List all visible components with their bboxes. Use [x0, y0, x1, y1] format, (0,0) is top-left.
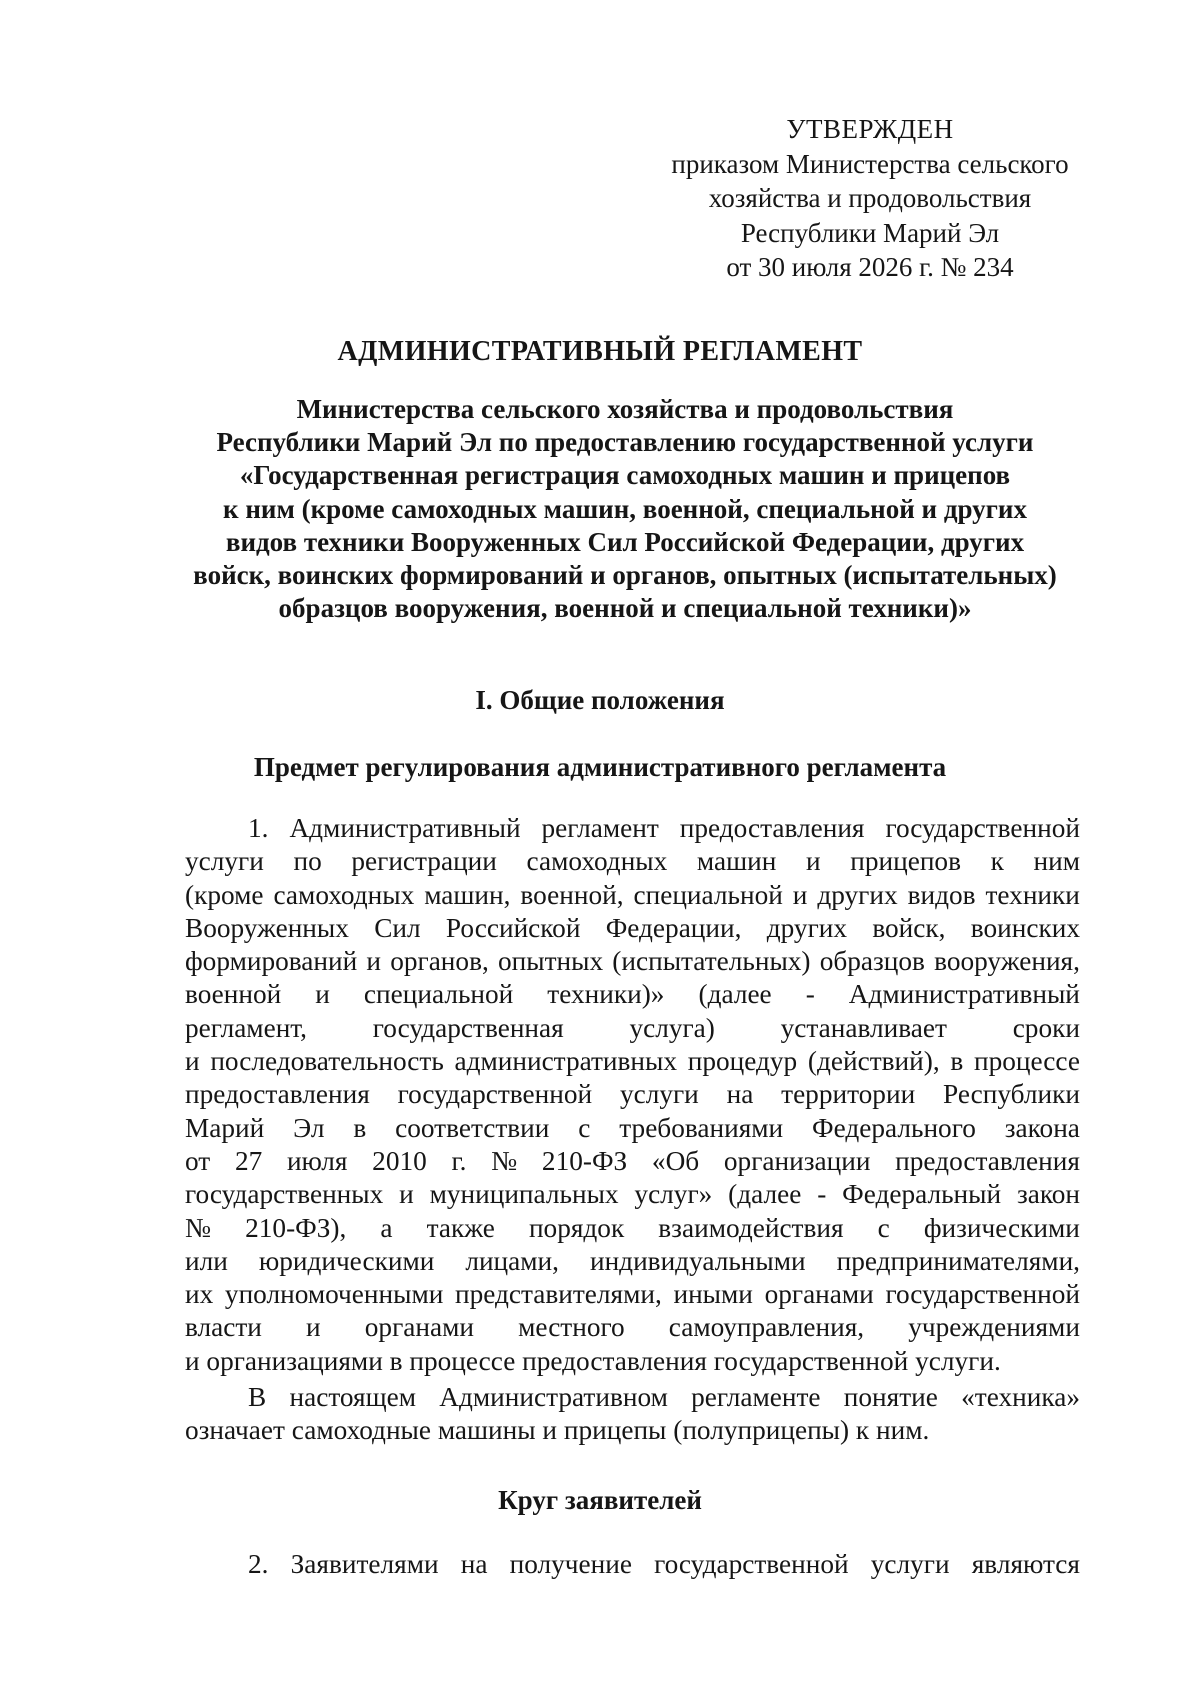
- paragraph-line: № 210-ФЗ), а также порядок взаимодействия с физическими: [185, 1212, 1080, 1243]
- paragraph-line: регламент, государственная услуга) устанавливает сроки: [185, 1012, 1080, 1043]
- paragraph-line: или юридическими лицами, индивидуальными предпринимателями,: [185, 1245, 1080, 1276]
- section-heading-applicants: Круг заявителей: [498, 1485, 702, 1515]
- paragraph-line: государственных и муниципальных услуг» (далее - Федеральный закон: [185, 1179, 1080, 1210]
- paragraph-line: формирований и органов, опытных (испытательных) образцов вооружения,: [185, 946, 1080, 977]
- approval-heading: УТВЕРЖДЕН: [786, 114, 954, 144]
- approval-line: от 30 июля 2026 г. № 234: [726, 252, 1014, 282]
- subtitle-line: видов техники Вооруженных Сил Российской Федерации, других: [225, 526, 1025, 557]
- paragraph-line: 1. Административный регламент предоставления государственной: [248, 813, 1080, 843]
- subtitle-line: к ним (кроме самоходных машин, военной, специальной и других: [223, 493, 1027, 524]
- paragraph-line: их уполномоченными представителями, иными органами государственной: [185, 1279, 1080, 1310]
- paragraph-line: означает самоходные машины и прицепы (полуприцепы) к ним.: [185, 1415, 930, 1446]
- approval-line: хозяйства и продовольствия: [708, 183, 1032, 213]
- paragraph-line: услуги по регистрации самоходных машин и прицепов к ним: [185, 846, 1080, 877]
- paragraph-line: от 27 июля 2010 г. № 210-ФЗ «Об организации предоставления: [185, 1145, 1080, 1176]
- paragraph-line: власти и органами местного самоуправления, учреждениями: [185, 1312, 1080, 1343]
- subtitle-line: «Государственная регистрация самоходных машин и прицепов: [239, 460, 1011, 491]
- paragraph-3: [185, 1548, 1080, 1581]
- section-heading-subject: Предмет регулирования административного регламента: [253, 752, 947, 782]
- subtitle-line: Министерства сельского хозяйства и продовольствия: [296, 394, 954, 424]
- paragraph-line: и организациями в процессе предоставления государственной услуги.: [185, 1345, 1001, 1376]
- paragraph-line: предоставления государственной услуги на территории Республики: [185, 1079, 1080, 1110]
- subtitle-line: войск, воинских формирований и органов, опытных (испытательных): [193, 560, 1057, 591]
- paragraph-line: и последовательность административных процедур (действий), в процессе: [185, 1046, 1080, 1077]
- paragraph-line: (кроме самоходных машин, военной, специальной и других видов техники: [185, 879, 1080, 910]
- paragraph-line: Марий Эл в соответствии с требованиями Федерального закона: [185, 1112, 1080, 1143]
- paragraph-1: [185, 812, 1080, 1378]
- section-heading-general: I. Общие положения: [475, 685, 725, 715]
- paragraph-line: В настоящем Административном регламенте понятие «техника»: [248, 1382, 1080, 1412]
- subtitle-line: Республики Марий Эл по предоставлению государственной услуги: [216, 427, 1034, 458]
- subtitle-line: образцов вооружения, военной и специальной техники)»: [278, 593, 972, 624]
- paragraph-line: Вооруженных Сил Российской Федерации, других войск, воинских: [185, 912, 1080, 943]
- paragraph-line: 2. Заявителями на получение государственной услуги являются: [248, 1549, 1080, 1579]
- approval-line: приказом Министерства сельского: [671, 148, 1069, 179]
- approval-block: [650, 112, 1090, 285]
- document-title: АДМИНИСТРАТИВНЫЙ РЕГЛАМЕНТ: [337, 336, 863, 367]
- document-subtitle: [150, 393, 1100, 625]
- paragraph-line: военной и специальной техники)» (далее - Административный: [185, 979, 1080, 1010]
- paragraph-2: [185, 1381, 1080, 1448]
- approval-line: Республики Марий Эл: [740, 217, 1000, 248]
